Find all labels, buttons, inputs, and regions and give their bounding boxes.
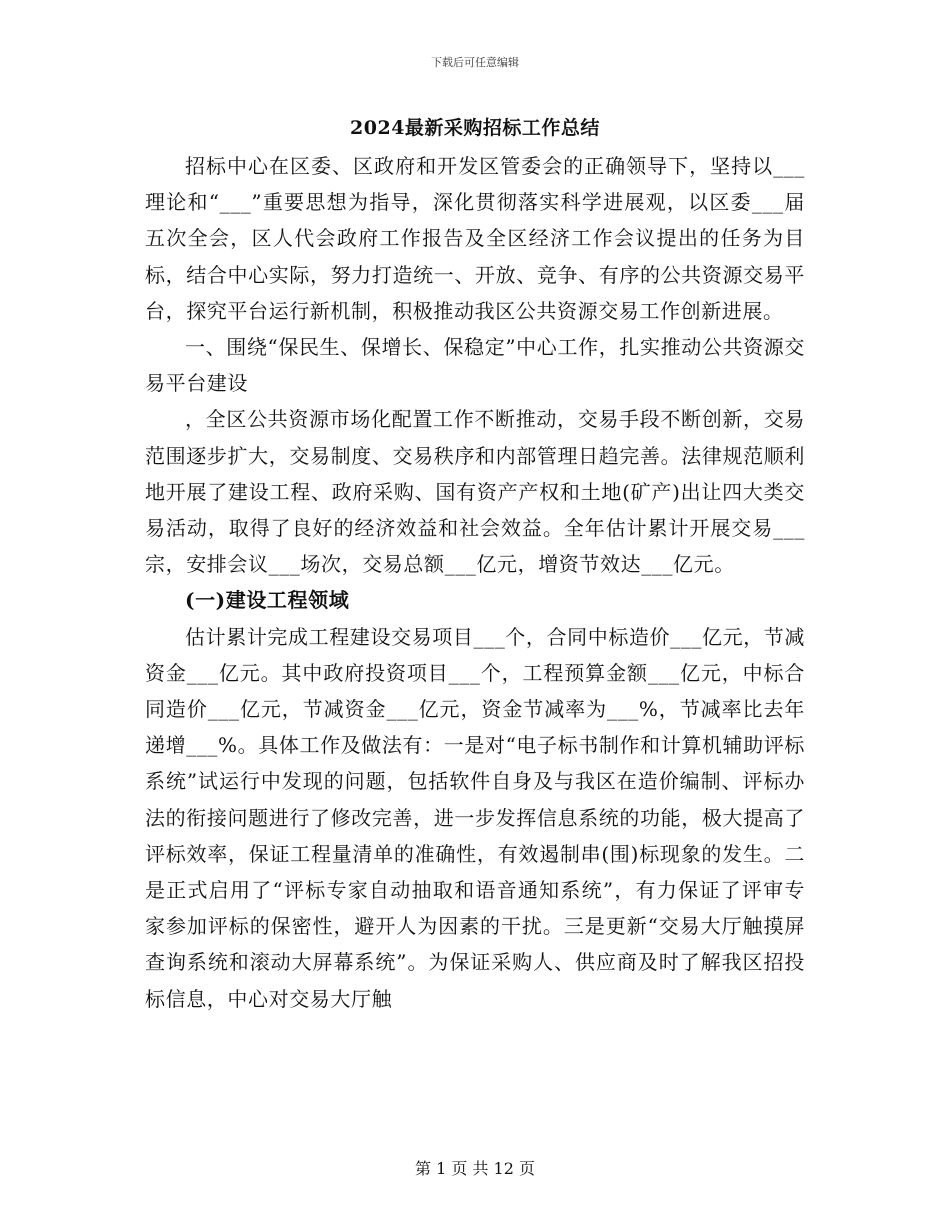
section-one-paragraph: ，全区公共资源市场化配置工作不断推动，交易手段不断创新，交易范围逐步扩大，交易制度、交易秩序和内部管理日趋完善。法律规范顺利地开展了建设工程、政府采购、国有资产产权和土地(矿产)出让四大类交易活动，取得了良好的经济效益和社会效益。全年估计累计开展交易___宗，安排会议___场次，交易总额___亿元，增资节效达___亿元。 — [145, 407, 805, 577]
subsection-heading: (一)建设工程领域 — [185, 588, 350, 613]
intro-paragraph: 招标中心在区委、区政府和开发区管委会的正确领导下，坚持以___理论和“___”重要思想为指导，深化贯彻落实科学进展观，以区委___届五次全会，区人代会政府工作报告及全区经济工作会议提出的任务为目标，结合中心实际，努力打造统一、开放、竞争、有序的公共资源交易平台，探究平台运行新机制，积极推动我区公共资源交易工作创新进展。 — [145, 154, 805, 323]
page-footer: 第 1 页 共 12 页 — [415, 1159, 535, 1178]
document-title: 2024最新采购招标工作总结 — [350, 117, 600, 139]
page-header-note: 下载后可任意编辑 — [431, 56, 519, 69]
section-one-heading-paragraph: 一、围绕“保民生、保增长、保稳定”中心工作，扎实推动公共资源交易平台建设 — [145, 335, 805, 396]
subsection-paragraph: 估计累计完成工程建设交易项目___个，合同中标造价___亿元，节减资金___亿元。其中政府投资项目___个，工程预算金额___亿元，中标合同造价___亿元，节减资金___亿元，资金节减率为___%，节减率比去年递增___%。具体工作及做法有：一是对“电子标书制作和计算机辅助评标系统”试运行中发现的问题，包括软件自身及与我区在造价编制、评标办法的衔接问题进行了修改完善，进一步发挥信息系统的功能，极大提高了评标效率，保证工程量清单的准确性，有效遏制串(围)标现象的发生。二是正式启用了“评标专家自动抽取和语音通知系统”，有力保证了评审专家参加评标的保密性，避开人为因素的干扰。三是更新“交易大厅触摸屏查询系统和滚动大屏幕系统”。为保证采购人、供应商及时了解我区招投标信息，中心对交易大厅触 — [145, 624, 805, 1011]
document-body — [145, 148, 805, 1017]
